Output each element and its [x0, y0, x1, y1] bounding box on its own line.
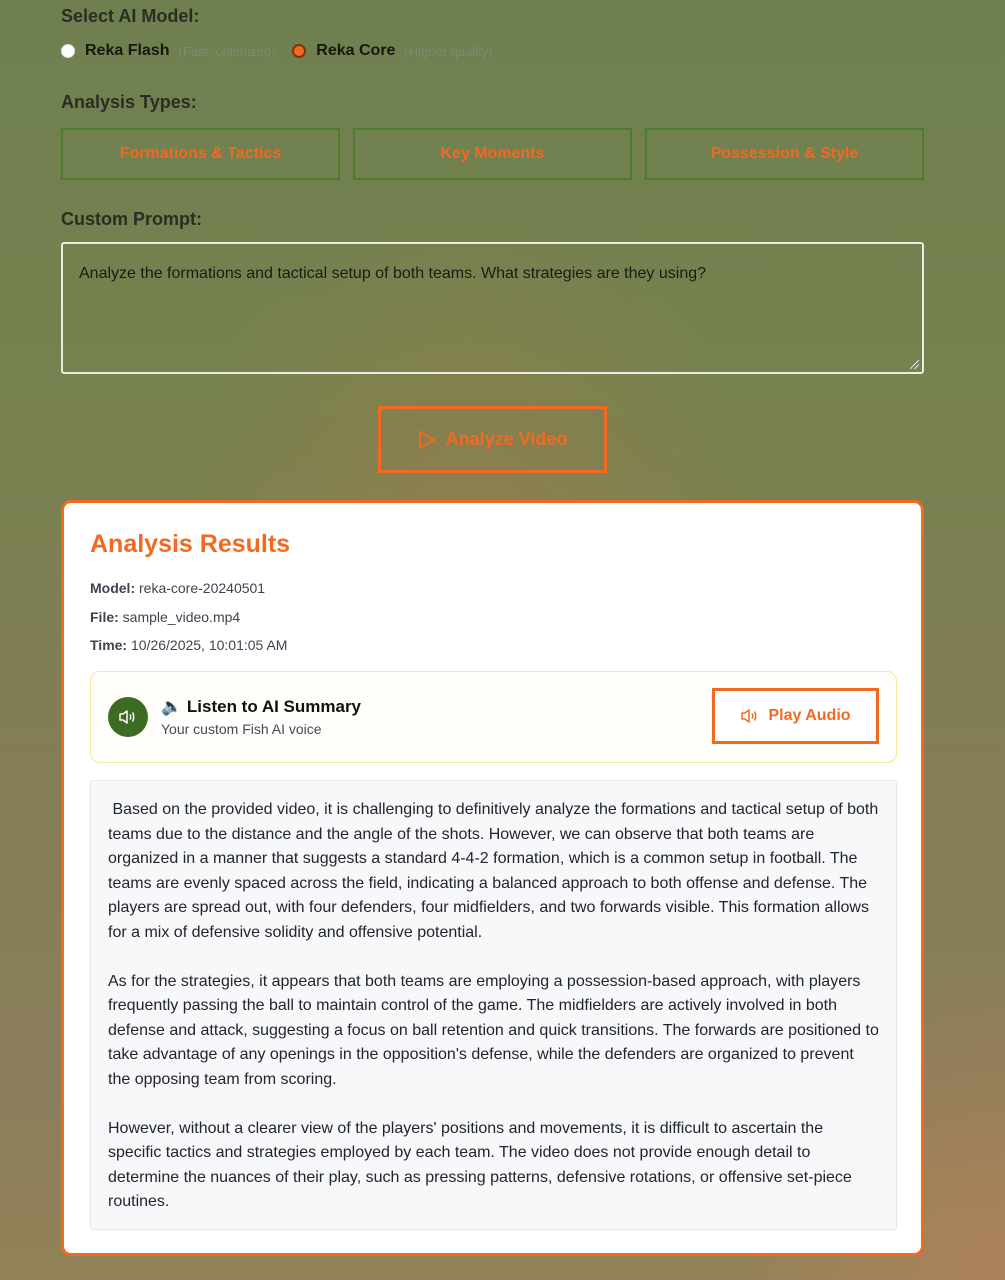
- meta-file-label: File:: [90, 609, 119, 625]
- possession-style-button[interactable]: Possession & Style: [645, 128, 924, 180]
- resize-handle-icon[interactable]: [910, 360, 919, 369]
- custom-prompt-value: Analyze the formations and tactical setup of both teams. What strategies are they using?: [79, 265, 707, 282]
- radio-reka-core[interactable]: [292, 44, 306, 58]
- formations-tactics-button[interactable]: Formations & Tactics: [61, 128, 340, 180]
- analysis-result-text: [90, 780, 897, 1230]
- radio-hint-reka-core: (Higher quality): [404, 43, 493, 59]
- meta-model-label: Model:: [90, 580, 136, 596]
- analyze-video-button[interactable]: [378, 406, 607, 473]
- audio-summary-title: 🔈 Listen to AI Summary: [161, 697, 362, 716]
- custom-prompt-label: Custom Prompt:: [61, 209, 202, 229]
- result-paragraph: However, without a clearer view of the players' positions and movements, it is difficult to ascertain the specific tactics and strategies employed by each team. The video does not provide enough detail to determine the nuances of their play, such as pressing patterns, defensive rotations, or offensive set-piece routines.: [108, 1119, 852, 1210]
- audio-summary-card: [90, 671, 897, 763]
- analysis-results-panel: [61, 500, 924, 1256]
- radio-label-reka-flash[interactable]: Reka Flash: [85, 42, 170, 59]
- result-paragraph: Based on the provided video, it is challenging to definitively analyze the formations and tactical setup of both teams due to the distance and the angle of the shots. However, we can observe that both teams are organized in a manner that suggests a standard 4-4-2 formation, which is a common setup in football. The teams are evenly spaced across the field, indicating a balanced approach to both offense and defense. The players are spread out, with four defenders, four midfielders, and two forwards visible. This formation allows for a mix of defensive solidity and offensive potential.: [108, 801, 883, 941]
- key-moments-button[interactable]: Key Moments: [353, 128, 632, 180]
- meta-model: [90, 580, 265, 596]
- audio-summary-subtitle: Your custom Fish AI voice: [161, 721, 322, 737]
- model-radio-group: [61, 40, 510, 62]
- meta-time-label: Time:: [90, 637, 128, 653]
- custom-prompt-textarea[interactable]: [61, 242, 924, 374]
- speaker-icon: [740, 708, 760, 724]
- meta-file: [90, 609, 240, 625]
- meta-file-value: sample_video.mp4: [122, 609, 241, 625]
- play-audio-label: Play Audio: [768, 707, 851, 724]
- model-select-label: Select AI Model:: [61, 6, 200, 26]
- analyze-video-label: Analyze Video: [445, 429, 568, 449]
- results-title: Analysis Results: [90, 530, 291, 558]
- result-paragraph: As for the strategies, it appears that both teams are employing a possession-based approach, with players frequently passing the ball to maintain control of the game. The midfielders are actively involved in both defense and attack, suggesting a focus on ball retention and quick transitions. The forwards are positioned to take advantage of any openings in the opposition's defense, while the defenders are organized to prevent the opposing team from scoring.: [108, 972, 879, 1088]
- meta-time-value: 10/26/2025, 10:01:05 AM: [130, 637, 288, 653]
- speaker-icon: [108, 697, 148, 737]
- radio-label-reka-core[interactable]: Reka Core: [316, 42, 396, 59]
- radio-reka-flash[interactable]: [61, 44, 75, 58]
- radio-hint-reka-flash: (Fast, optimized): [178, 43, 276, 59]
- play-icon: [418, 430, 436, 450]
- analysis-types-label: Analysis Types:: [61, 92, 197, 112]
- play-audio-button[interactable]: [712, 688, 879, 744]
- meta-model-value: reka-core-20240501: [139, 580, 266, 596]
- meta-time: [90, 637, 287, 653]
